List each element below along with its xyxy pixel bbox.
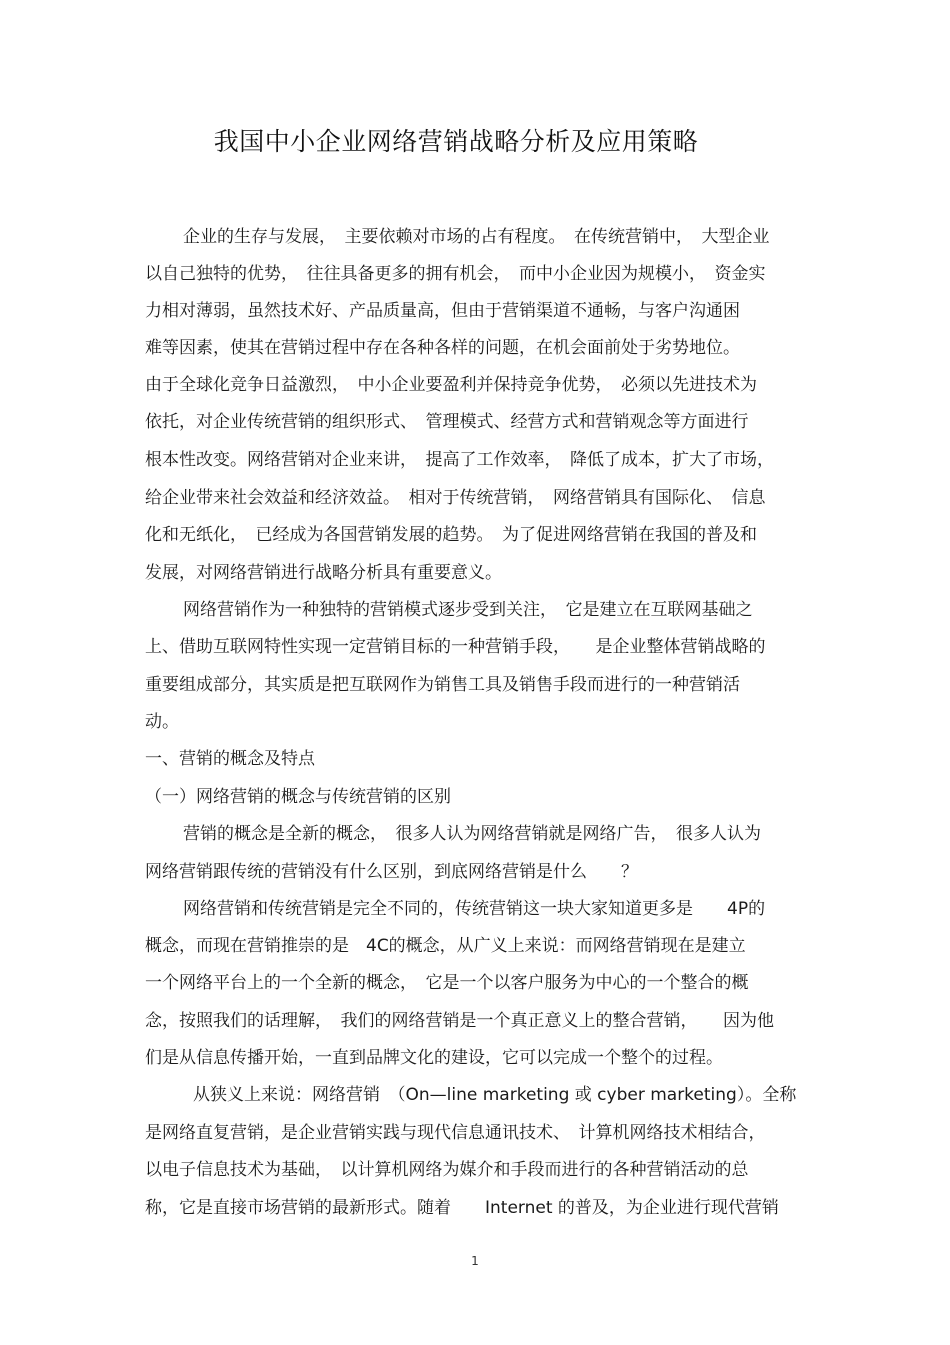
paragraph-line: 根本性改变。网络营销对企业来讲， 提高了工作效率， 降低了成本，扩大了市场， xyxy=(145,450,774,470)
paragraph-line: 是网络直复营销，是企业营销实践与现代信息通讯技术、 计算机网络技术相结合， xyxy=(145,1123,766,1143)
paragraph-line: 依托，对企业传统营销的组织形式、 管理模式、经营方式和营销观念等方面进行 xyxy=(145,412,749,432)
paragraph-line: 网络营销跟传统的营销没有什么区别，到底网络营销是什么 ？ xyxy=(145,862,638,882)
paragraph-line: 念，按照我们的话理解， 我们的网络营销是一个真正意义上的整合营销， 因为他 xyxy=(145,1011,774,1031)
paragraph-line: 动。 xyxy=(145,712,179,732)
paragraph-line: 一个网络平台上的一个全新的概念， 它是一个以客户服务为中心的一个整合的概 xyxy=(145,973,749,993)
paragraph-line: 以电子信息技术为基础， 以计算机网络为媒介和手段而进行的各种营销活动的总 xyxy=(145,1160,749,1180)
paragraph-line: 概念，而现在营销推崇的是 4C的概念，从广义上来说：而网络营销现在是建立 xyxy=(145,936,746,956)
section-heading: 一、营销的概念及特点 xyxy=(145,749,315,769)
paragraph-line: 发展，对网络营销进行战略分析具有重要意义。 xyxy=(145,563,502,583)
paragraph-line: 网络营销作为一种独特的营销模式逐步受到关注， 它是建立在互联网基础之 xyxy=(183,600,753,620)
paragraph-line: 称，它是直接市场营销的最新形式。随着 Internet 的普及，为企业进行现代营销 xyxy=(145,1198,779,1218)
paragraph-line: 们是从信息传播开始，一直到品牌文化的建设，它可以完成一个整个的过程。 xyxy=(145,1048,723,1068)
subsection-heading: （一）网络营销的概念与传统营销的区别 xyxy=(145,787,451,807)
page-number: 1 xyxy=(471,1254,479,1268)
paragraph-line: 上、借助互联网特性实现一定营销目标的一种营销手段， 是企业整体营销战略的 xyxy=(145,637,766,657)
paragraph-line: 力相对薄弱，虽然技术好、产品质量高，但由于营销渠道不通畅，与客户沟通困 xyxy=(145,301,740,321)
paragraph-line: 重要组成部分，其实质是把互联网作为销售工具及销售手段而进行的一种营销活 xyxy=(145,675,740,695)
paragraph-line: 营销的概念是全新的概念， 很多人认为网络营销就是网络广告， 很多人认为 xyxy=(183,824,761,844)
paragraph-line: 从狭义上来说：网络营销 （On—line marketing 或 cyber marketing）。全称 xyxy=(193,1085,797,1105)
document-title: 我国中小企业网络营销战略分析及应用策略 xyxy=(213,127,699,156)
paragraph-line: 网络营销和传统营销是完全不同的，传统营销这一块大家知道更多是 4P的 xyxy=(183,899,766,919)
paragraph-line: 企业的生存与发展， 主要依赖对市场的占有程度。 在传统营销中， 大型企业 xyxy=(183,227,770,247)
paragraph-line: 化和无纸化， 已经成为各国营销发展的趋势。 为了促进网络营销在我国的普及和 xyxy=(145,525,757,545)
paragraph-line: 难等因素，使其在营销过程中存在各种各样的问题，在机会面前处于劣势地位。 xyxy=(145,338,740,358)
paragraph-line: 以自己独特的优势， 往往具备更多的拥有机会， 而中小企业因为规模小， 资金实 xyxy=(145,264,766,284)
paragraph-line: 由于全球化竞争日益激烈， 中小企业要盈利并保持竞争优势， 必须以先进技术为 xyxy=(145,375,757,395)
paragraph-line: 给企业带来社会效益和经济效益。 相对于传统营销， 网络营销具有国际化、 信息 xyxy=(145,488,766,508)
